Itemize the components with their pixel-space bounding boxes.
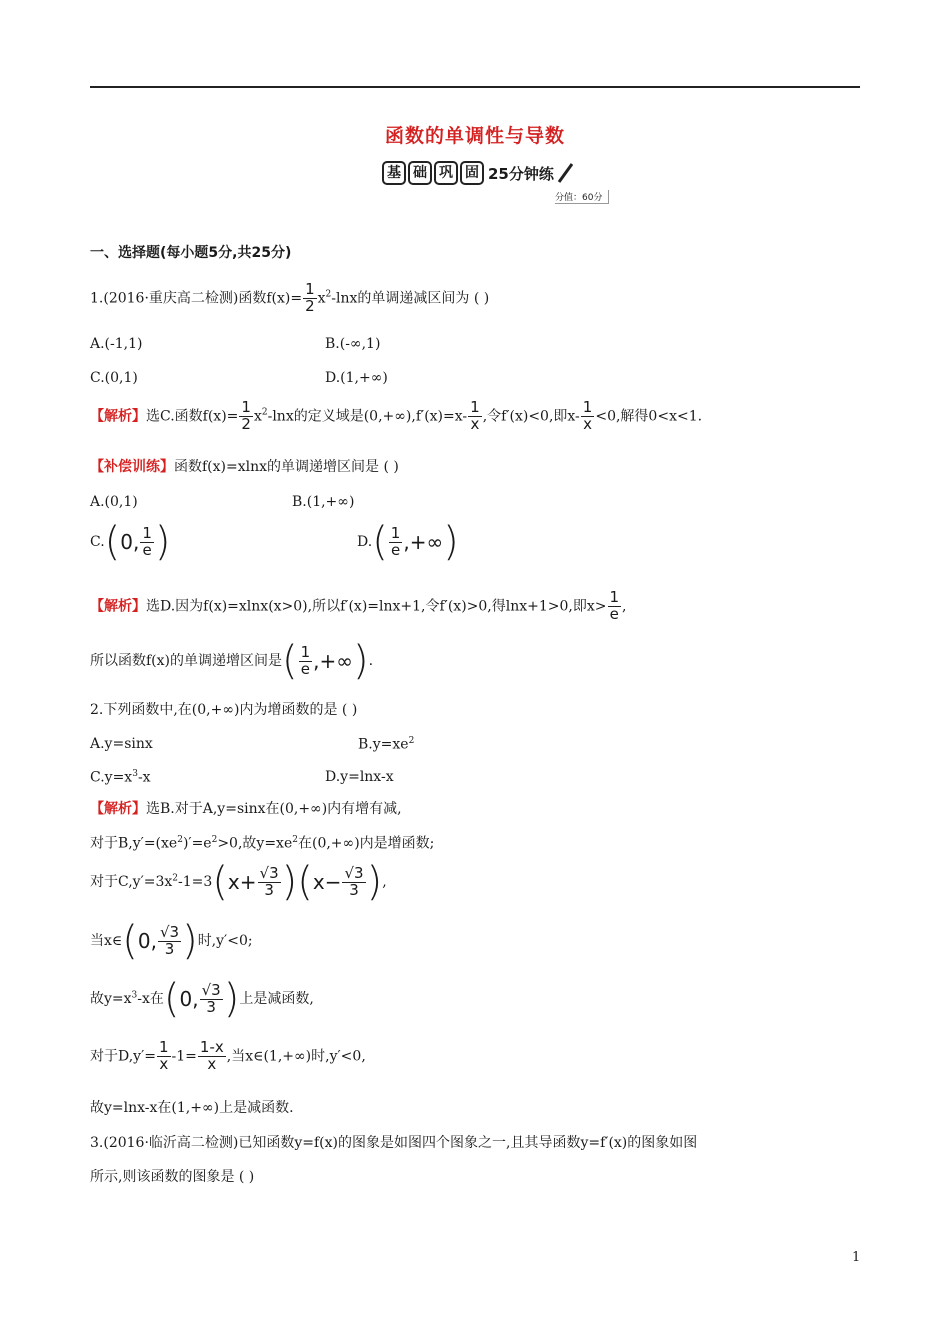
q2-solution-2: 对于$B,y'=(xe^2)'=e^2>0$,故$y=xe^2$在(0,+∞)内是增函数; bbox=[90, 835, 435, 852]
score-label: 分值：60分 bbox=[555, 190, 609, 204]
q1-option-d: D.(1,+∞) bbox=[325, 370, 388, 386]
q3-stem-line-1: 3.(2016·临沂高二检测)已知函数y=f(x)的图象是如图四个图象之一,且其导函数y=f′(x)的图象如图 bbox=[90, 1135, 698, 1151]
section-badge bbox=[382, 160, 574, 186]
page-number: 1 bbox=[852, 1250, 861, 1265]
badge-char: 础 bbox=[408, 161, 432, 185]
badge-char: 固 bbox=[460, 161, 484, 185]
q2-solution-6: 对于D,y′= $\frac{1}{x}$ -1= $\frac{1-x}{x}$ ,当x∈(1,+∞)时,y′<0, bbox=[90, 1038, 366, 1073]
pencil-icon bbox=[556, 162, 574, 184]
bc-option-d: D.( $\frac{1}{e}$ ,+∞) bbox=[357, 519, 459, 565]
q2-solution-7: 故y=lnx-x在(1,+∞)上是减函数. bbox=[90, 1100, 294, 1116]
badge-char: 巩 bbox=[434, 161, 458, 185]
section-heading: 一、选择题(每小题5分,共25分) bbox=[90, 245, 292, 261]
q2-option-c: $C.y=x^3-x$ bbox=[90, 769, 151, 786]
fraction: $\frac{1}{x}$ bbox=[582, 398, 593, 433]
bc-solution-2: 所以函数f(x)的单调递增区间是( $\frac{1}{e}$ ,+∞). bbox=[90, 638, 374, 684]
fraction: $\frac{1}{2}$ bbox=[241, 398, 251, 433]
q2-solution-5: 故$y=x^3-x$在(0, $\frac{√3}{3}$ )上是减函数, bbox=[90, 976, 314, 1022]
bc-option-a: A.(0,1) bbox=[90, 494, 138, 510]
q2-solution-1: 【解析】选B.对于A,y=sinx在(0,+∞)内有增有减, bbox=[90, 801, 402, 817]
q2-solution-4: 当x∈(0, $\frac{√3}{3}$ )时,y′<0; bbox=[90, 918, 253, 964]
badge-char: 基 bbox=[382, 161, 406, 185]
q2-stem: 2.下列函数中,在(0,+∞)内为增函数的是 ( ) bbox=[90, 702, 358, 718]
q3-stem-line-2: 所示,则该函数的图象是 ( ) bbox=[90, 1169, 255, 1185]
header-rule bbox=[90, 86, 860, 88]
q1-option-b: B.(-∞,1) bbox=[325, 336, 381, 352]
q1-option-a: A.(-1,1) bbox=[90, 336, 143, 352]
bc-stem: 【补偿训练】函数f(x)=xlnx的单调递增区间是 ( ) bbox=[90, 459, 399, 475]
bc-solution-1: 【解析】选D.因为f(x)=xlnx(x>0),所以f′(x)=lnx+1,令f′(x)>0,得lnx+1>0,即x> $\frac{1}{e}$ , bbox=[90, 588, 627, 623]
q2-solution-3: 对于$C,y'=3x^2-1=3(x+$ $\frac{√3}{3}$ )(x− $\frac{√3}{3}$ ), bbox=[90, 859, 387, 905]
q2-option-d: D.y=lnx-x bbox=[325, 769, 394, 785]
q1-stem: 1.(2016·重庆高二检测)函数f(x)= $\frac{1}{2}$ $x^2$-lnx的单调递减区间为 ( ) bbox=[90, 280, 490, 315]
badge-time: 25分钟练 bbox=[488, 164, 554, 183]
bc-option-c: C.(0, $\frac{1}{e}$ ) bbox=[90, 519, 171, 565]
fraction: $\frac{1}{x}$ bbox=[470, 398, 480, 433]
q2-option-a: A.y=sinx bbox=[90, 736, 153, 752]
q1-solution: 【解析】选C.函数f(x)= $\frac{1}{2}$ $x^2$-lnx的定义域是(0,+∞),f′(x)=x- $\frac{1}{x}$ ,令f′(x)<0,即x- $\frac{1}{x}$ <0,解得0<x<1. bbox=[90, 398, 703, 433]
bc-option-b: B.(1,+∞) bbox=[292, 494, 355, 510]
page-title: 函数的单调性与导数 bbox=[384, 125, 565, 147]
q1-option-c: C.(0,1) bbox=[90, 370, 138, 386]
q2-option-b: $B.y=xe^2$ bbox=[358, 736, 415, 753]
fraction: $\frac{1}{2}$ bbox=[305, 280, 315, 315]
